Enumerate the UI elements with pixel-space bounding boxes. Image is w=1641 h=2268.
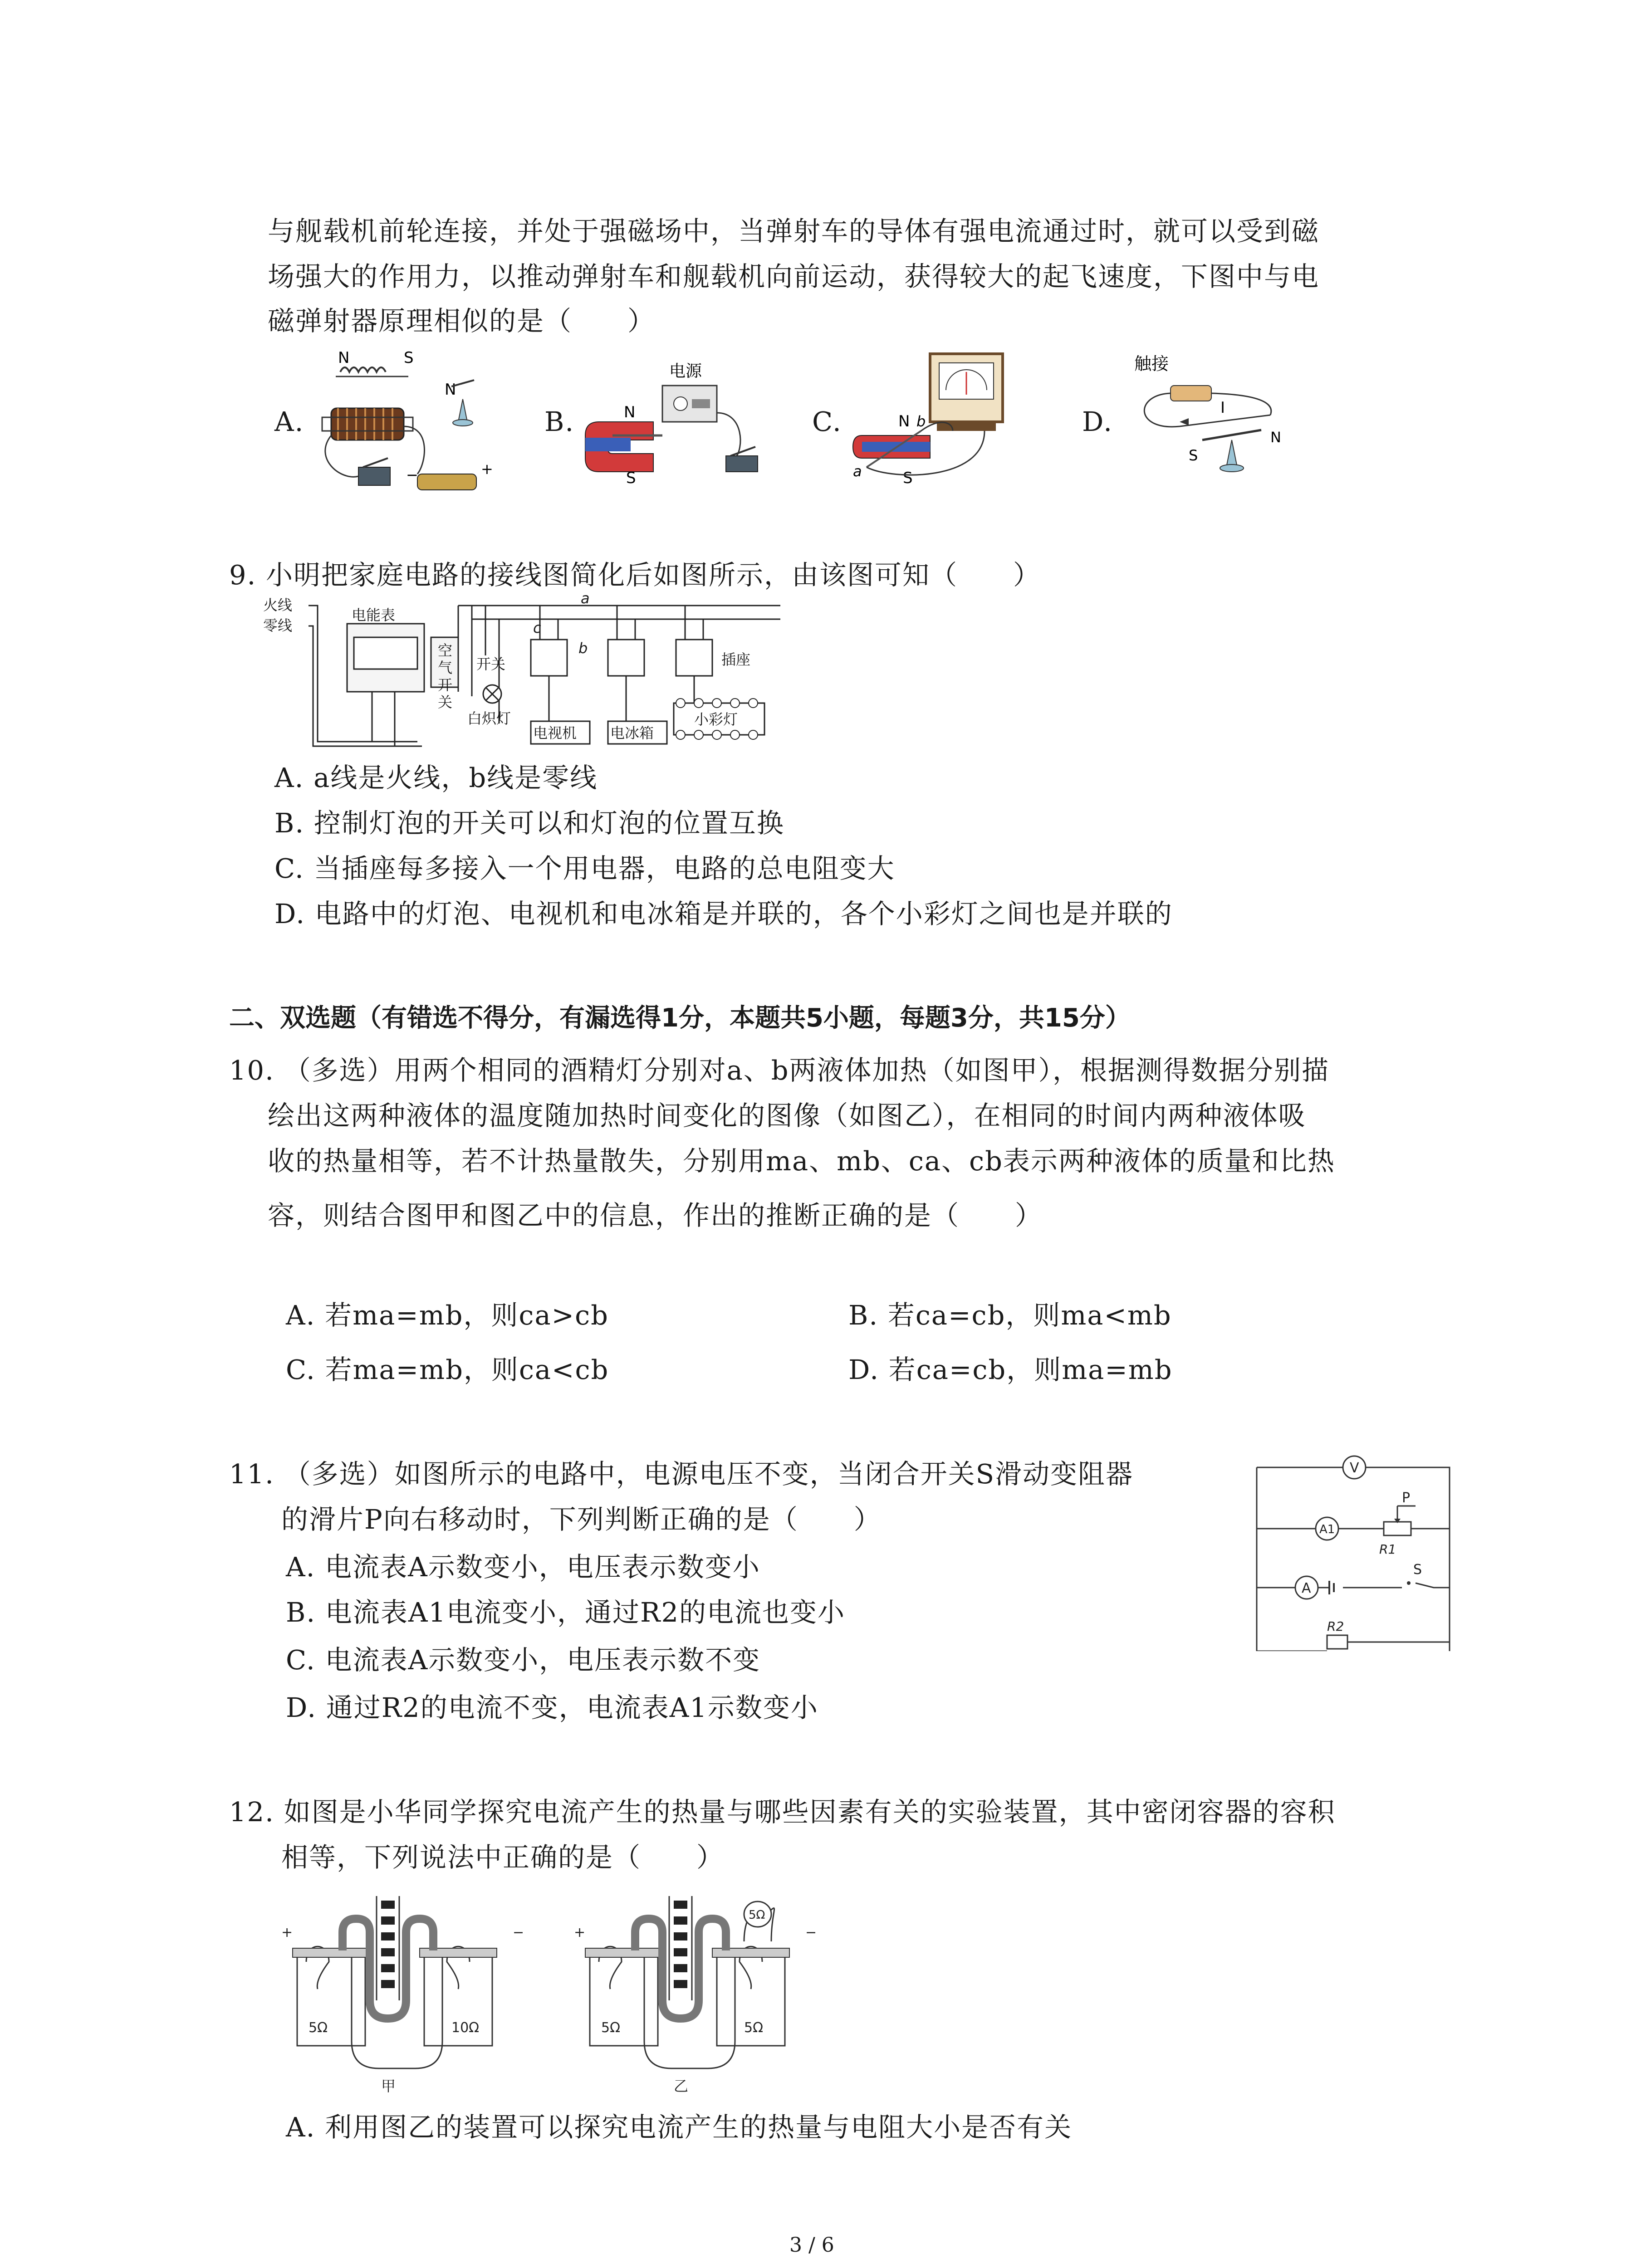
q10-option-d-text: 若ca=cb，则ma=mb (888, 1354, 1173, 1385)
q9-label-socket: 插座 (721, 651, 751, 668)
q8-option-d-letter: D. (1082, 406, 1113, 437)
q8-d-label-i: I (1220, 399, 1225, 417)
q10-option-d (848, 1352, 1172, 1388)
q9-option-b-letter: B. (274, 807, 305, 839)
q12-yi-label: 乙 (674, 2077, 689, 2095)
q11-option-b-letter: B. (286, 1597, 316, 1628)
q11-stem-line-2: 的滑片P向右移动时，下列判断正确的是（ ） (281, 1504, 882, 1535)
q11-label-v: V (1350, 1460, 1359, 1476)
q11-option-c-letter: C. (286, 1644, 316, 1676)
q12-option-a-letter: A. (286, 2112, 316, 2143)
q12-figure-yi (572, 1896, 826, 2096)
q11-option-b (286, 1594, 845, 1631)
q8-stem-line-3: 磁弹射器原理相似的是（ ） (268, 305, 656, 337)
q8-c-label-s: S (903, 469, 913, 487)
q12-figure-jia (279, 1896, 533, 2096)
q8-option-b-letter: B. (544, 406, 575, 437)
q9-label-switch: 开关 (476, 655, 506, 673)
q9-option-d-letter: D. (274, 898, 305, 929)
q9-option-c (274, 850, 895, 887)
q8-d-label-s: S (1189, 447, 1198, 464)
q8-a-label-n2: N (445, 381, 456, 399)
q12-jia-plus: + (281, 1925, 293, 1941)
q10-stem-line-3: 收的热量相等，若不计热量散失，分别用ma、mb、ca、cb表示两种液体的质量和比热 (268, 1145, 1335, 1177)
q10-option-b (848, 1297, 1172, 1334)
q12-stem-line-2: 相等，下列说法中正确的是（ ） (281, 1842, 725, 1873)
q8-option-c-letter: C. (812, 406, 842, 437)
q11-option-c-text: 电流表A示数变小，电压表示数不变 (325, 1644, 761, 1676)
page-number: 3 / 6 (789, 2234, 834, 2257)
q9-label-b: b (578, 640, 588, 657)
q11-label-s: S (1413, 1562, 1422, 1578)
q9-label-meter: 电能表 (352, 606, 396, 624)
q10-stem-line-1: 10. （多选）用两个相同的酒精灯分别对a、b两液体加热（如图甲），根据测得数据分别描 (229, 1055, 1330, 1086)
q9-label-a: a (581, 592, 590, 607)
q9-option-a-text: a线是火线，b线是零线 (314, 762, 598, 793)
q9-option-b (274, 805, 784, 841)
q10-option-a-text: 若ma=mb，则ca>cb (325, 1300, 609, 1331)
q9-label-bulb: 白炽灯 (467, 710, 511, 727)
q11-option-d-text: 通过R2的电流不变，电流表A1示数变小 (326, 1692, 818, 1723)
q8-b-label-s: S (626, 469, 636, 485)
q11-option-d-letter: D. (286, 1692, 317, 1723)
q9-option-c-text: 当插座每多接入一个用电器，电路的总电阻变大 (314, 853, 895, 884)
q8-d-label-n: N (1270, 429, 1281, 446)
q9-option-d-text: 电路中的灯泡、电视机和电冰箱是并联的，各个小彩灯之间也是并联的 (314, 898, 1173, 929)
q8-b-label-source: 电源 (669, 362, 702, 381)
q8-c-label-n: N (898, 412, 910, 430)
q11-label-a: A (1302, 1580, 1311, 1596)
q8-a-label-n1: N (338, 349, 350, 367)
q10-stem-line-4: 容，则结合图甲和图乙中的信息，作出的推断正确的是（ ） (268, 1200, 1043, 1231)
q12-yi-r3: 5Ω (749, 1908, 765, 1922)
q10-option-b-text: 若ca=cb，则ma<mb (887, 1300, 1172, 1331)
q9-option-a (274, 760, 598, 796)
q9-label-neutral: 零线 (263, 617, 293, 634)
q11-stem-line-1: 11. （多选）如图所示的电路中，电源电压不变，当闭合开关S滑动变阻器 (229, 1458, 1134, 1490)
q12-yi-r1: 5Ω (601, 2020, 621, 2036)
q9-label-air-4: 关 (438, 694, 453, 711)
q12-yi-plus: + (574, 1925, 586, 1941)
q11-figure-circuit (1252, 1452, 1456, 1651)
q11-label-r1: R1 (1379, 1542, 1396, 1557)
q11-option-a-text: 电流表A示数变小，电压表示数变小 (325, 1551, 760, 1583)
q8-figure-a-electromagnet (313, 345, 504, 499)
q9-label-live: 火线 (263, 596, 293, 614)
q11-option-a (286, 1549, 760, 1585)
q11-option-a-letter: A. (286, 1551, 316, 1583)
q8-a-label-plus: + (481, 460, 493, 478)
q9-label-fridge: 电冰箱 (610, 724, 654, 742)
q9-label-c: c (533, 619, 541, 636)
q10-option-c-letter: C. (286, 1354, 316, 1385)
q10-option-c (286, 1352, 609, 1388)
q8-c-label-a: a (853, 463, 862, 480)
q8-a-label-s: S (404, 349, 414, 367)
q10-option-a (286, 1297, 609, 1334)
q10-stem-line-2: 绘出这两种液体的温度随加热时间变化的图像（如图乙），在相同的时间内两种液体吸 (268, 1100, 1306, 1131)
q10-option-a-letter: A. (286, 1300, 316, 1331)
q9-label-air-1: 空 (438, 642, 453, 659)
q12-stem-line-1: 12. 如图是小华同学探究电流产生的热量与哪些因素有关的实验装置，其中密闭容器的容积 (229, 1796, 1336, 1828)
q9-figure-household-circuit (259, 592, 780, 760)
q11-option-b-text: 电流表A1电流变小，通过R2的电流也变小 (325, 1597, 845, 1628)
q12-option-a-text: 利用图乙的装置可以探究电流产生的热量与电阻大小是否有关 (325, 2112, 1073, 2143)
q8-b-label-n: N (624, 403, 636, 421)
q8-figure-b-power-source-magnet (581, 354, 771, 485)
q8-stem-line-2: 场强大的作用力，以推动弹射车和舰载机向前运动，获得较大的起飞速度，下图中与电 (268, 261, 1320, 292)
q11-option-d (286, 1690, 818, 1726)
q12-jia-minus: − (513, 1925, 524, 1941)
q8-option-a-letter: A. (274, 406, 304, 437)
q8-d-label-contact: 触接 (1134, 354, 1169, 374)
q8-a-label-minus: − (406, 466, 418, 484)
q9-option-a-letter: A. (274, 762, 304, 793)
q11-label-a1: A1 (1319, 1523, 1335, 1536)
q8-stem-line-1: 与舰载机前轮连接，并处于强磁场中，当弹射车的导体有强电流通过时，就可以受到磁 (268, 215, 1320, 247)
q9-label-minilights: 小彩灯 (694, 711, 738, 728)
q9-label-air-2: 气 (438, 659, 453, 676)
q9-label-tv: 电视机 (533, 724, 577, 742)
q12-yi-r2: 5Ω (744, 2020, 764, 2036)
q10-option-c-text: 若ma=mb，则ca<cb (325, 1354, 609, 1385)
q11-label-p: P (1402, 1490, 1411, 1506)
q8-figure-c-galvanometer (848, 345, 1039, 490)
q8-c-label-b: b (916, 413, 926, 430)
q12-option-a (286, 2109, 1072, 2146)
q8-figure-d-oersted (1125, 349, 1307, 481)
q10-option-d-letter: D. (848, 1354, 879, 1385)
q9-option-c-letter: C. (274, 853, 304, 884)
q11-option-c (286, 1642, 760, 1678)
q9-option-d (274, 896, 1173, 932)
q12-jia-r1: 5Ω (309, 2020, 328, 2036)
q10-option-b-letter: B. (848, 1300, 879, 1331)
q9-stem: 9. 小明把家庭电路的接线图简化后如图所示，由该图可知（ ） (229, 559, 1041, 591)
q12-jia-r2: 10Ω (451, 2020, 480, 2036)
section-2-title: 二、双选题（有错选不得分，有漏选得1分，本题共5小题，每题3分，共15分） (229, 1003, 1131, 1033)
q9-label-air-3: 开 (438, 676, 453, 694)
q12-jia-label: 甲 (381, 2077, 396, 2095)
q12-yi-minus: − (805, 1925, 817, 1941)
q11-label-r2: R2 (1327, 1619, 1344, 1634)
q9-option-b-text: 控制灯泡的开关可以和灯泡的位置互换 (314, 807, 784, 839)
